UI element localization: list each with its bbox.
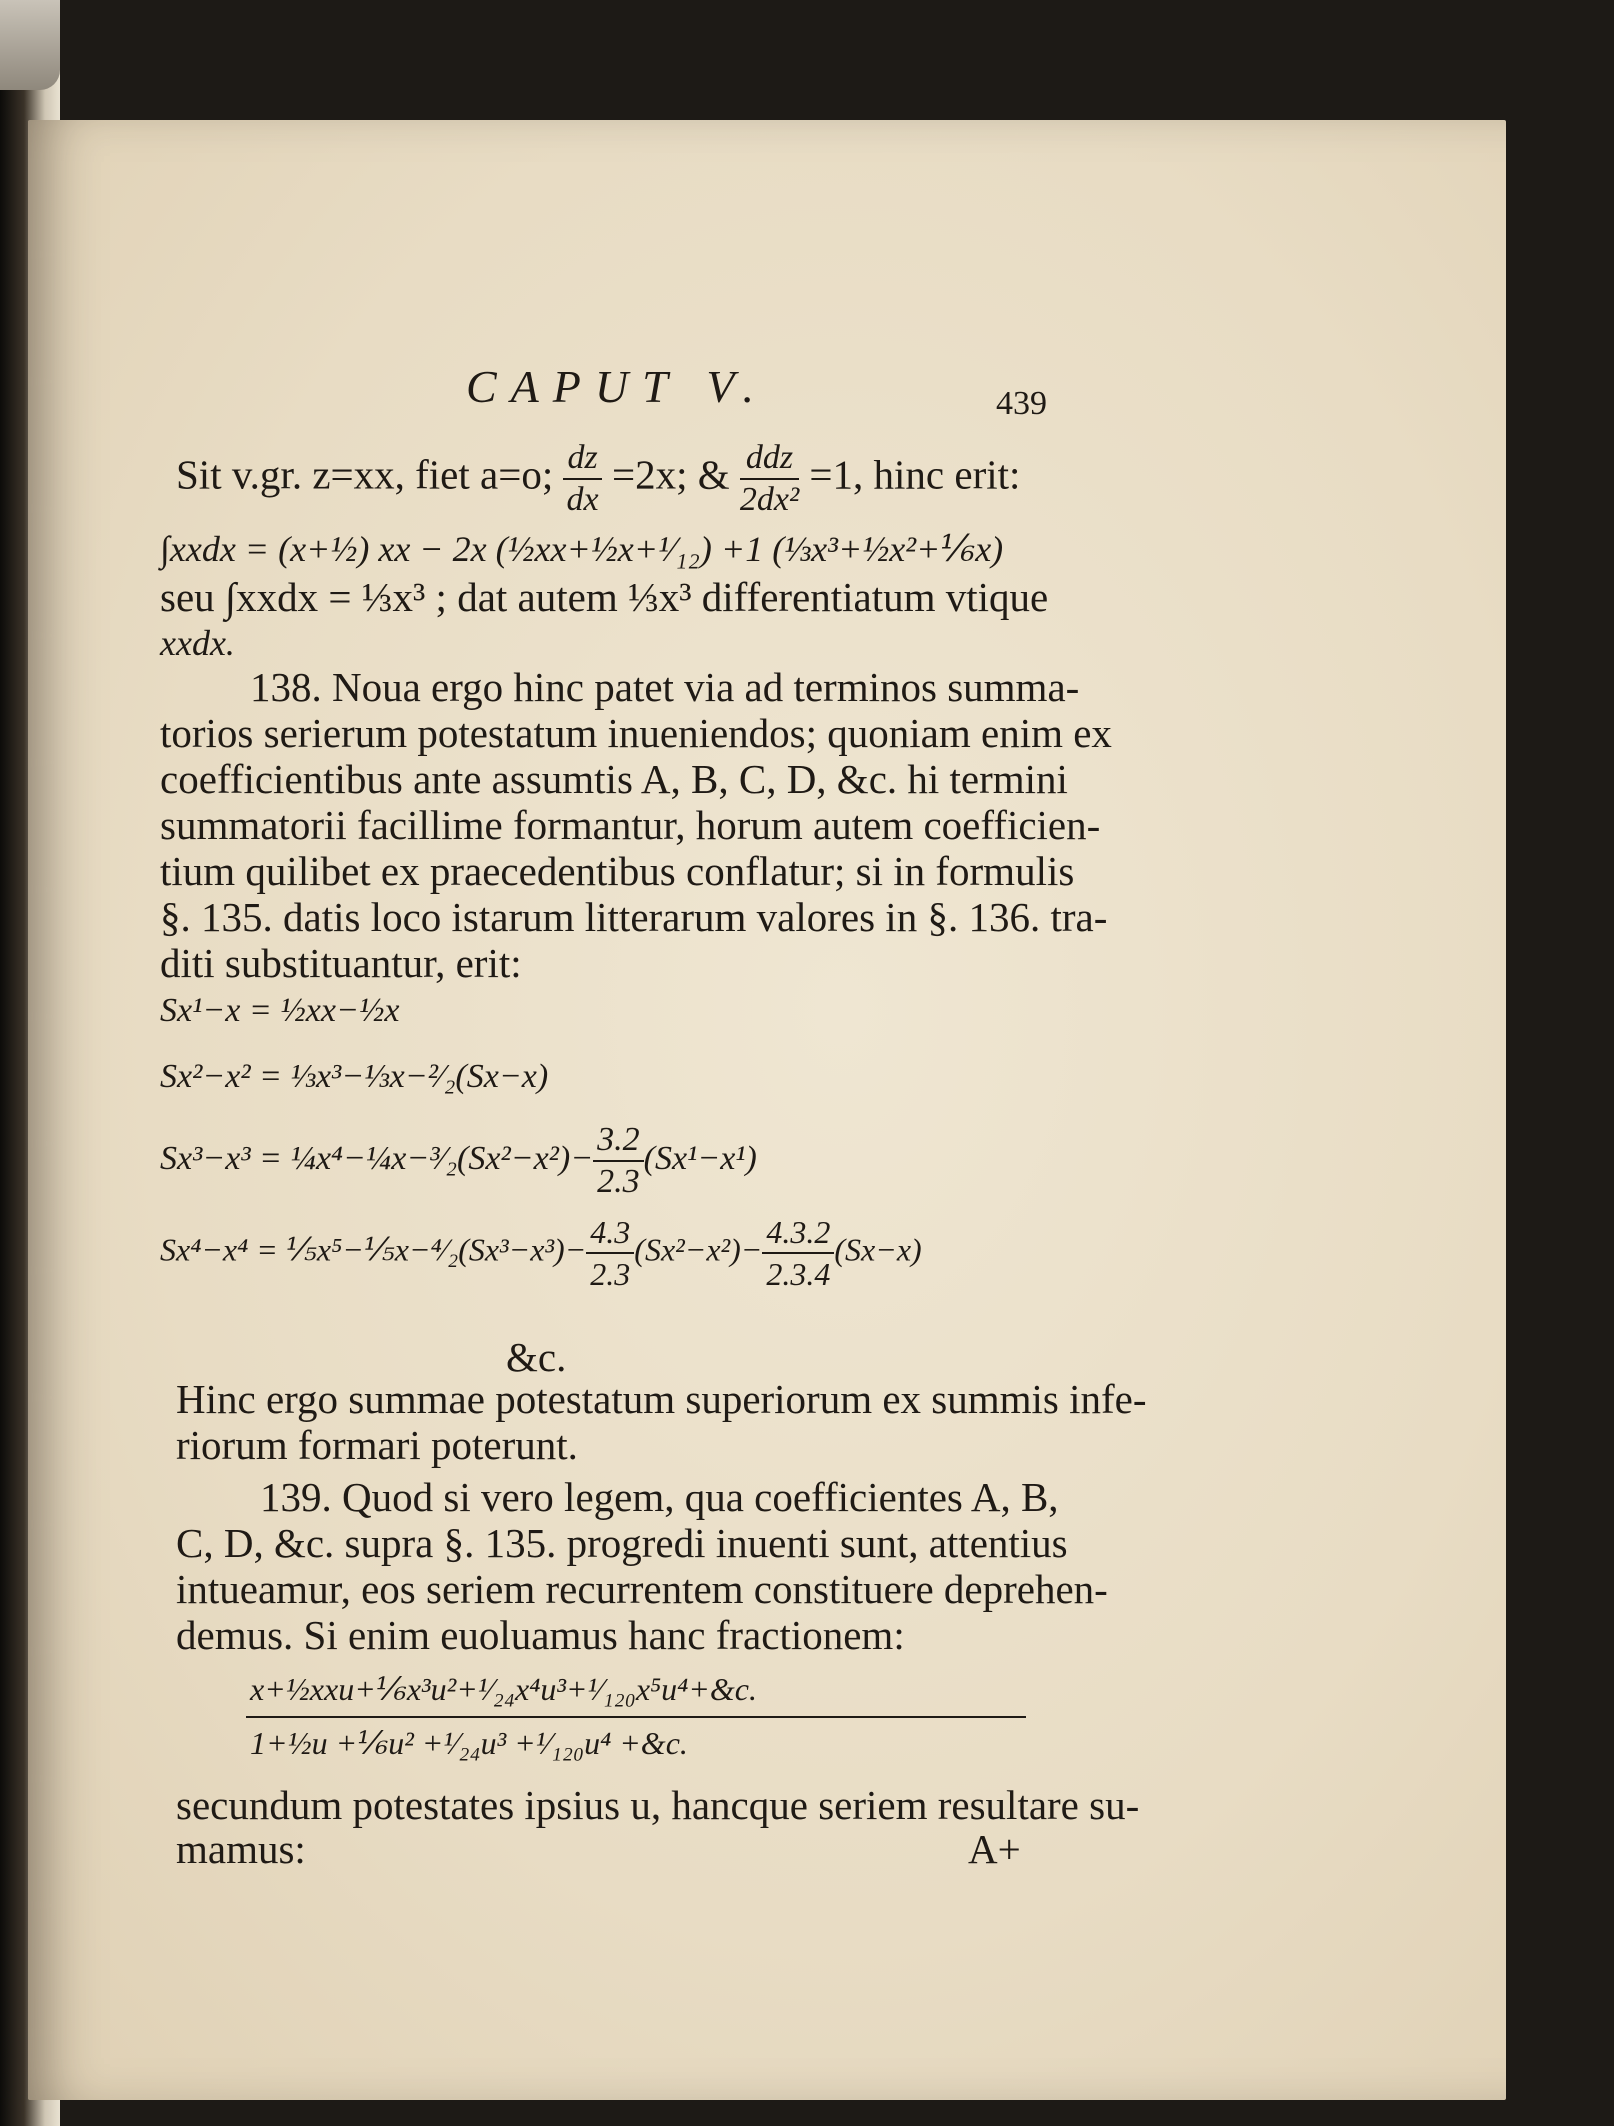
example-text-b: =2x; & [611,451,730,498]
equation-1: Sx¹−x = ½xx−½x [160,992,400,1029]
paragraph-139-line-4: demus. Si enim euoluamus hanc fractionem: [176,1612,905,1658]
paragraph-138-line-2: torios serierum potestatum inueniendos; quoniam enim ex [160,710,1112,756]
paragraph-138-line-3: coefficientibus ante assumtis A, B, C, D, &c. hi termini [160,756,1068,802]
series-numerator: x+½xxu+⅙x³u²+¹⁄₂₄x⁴u³+¹⁄₁₂₀x⁵u⁴+&c. [250,1671,757,1707]
fraction-dz-dx [563,438,601,520]
equation-4 [160,1212,922,1294]
series-fraction-bar [246,1716,1026,1718]
fraction-3-2-over-2-3 [593,1120,644,1202]
hinc-line-2: riorum formari poterunt. [176,1422,578,1468]
binding-clasp [0,0,60,90]
paragraph-138-line-7: diti substituantur, erit: [160,940,522,986]
example-text-c: =1, hinc erit: [809,451,1021,498]
example-text-a: Sit v.gr. z=xx, fiet a=o; [176,451,554,498]
equation-3 [160,1120,757,1202]
equation-4-c: (Sx−x) [834,1231,922,1268]
equation-3-a: Sx³−x³ = ¼x⁴−¼x−³⁄₂(Sx²−x²)− [160,1139,594,1177]
running-title: CAPUT V. [466,361,769,412]
equation-4-b: (Sx²−x²)− [634,1231,763,1268]
paragraph-139-line-1: 139. Quod si vero legem, qua coefficientes A, B, [260,1474,1059,1520]
series-denominator: 1+½u +⅙u² +¹⁄₂₄u³ +¹⁄₁₂₀u⁴ +&c. [250,1725,688,1761]
paragraph-139-line-2: C, D, &c. supra §. 135. progredi inuenti sunt, attentius [176,1520,1068,1566]
fraction-4-3-over-2-3 [586,1212,634,1294]
equation-4-a: Sx⁴−x⁴ = ⅕x⁵−⅕x−⁴⁄₂(Sx³−x³)− [160,1231,587,1268]
fraction-denominator: dx [566,481,599,518]
paragraph-138-line-4: summatorii facillime formantur, horum autem coefficien- [160,802,1101,848]
paragraph-138-line-1: 138. Noua ergo hinc patet via ad terminos summa- [250,664,1080,710]
fraction-denominator: 2.3 [590,1256,631,1292]
book-page [28,120,1506,2100]
last-line-2: mamus: [176,1826,306,1872]
seu-line: seu ∫xxdx = ⅓x³ ; dat autem ⅓x³ differentiatum vtique [160,574,1049,620]
paragraph-138-line-5: tium quilibet ex praecedentibus conflatur; si in formulis [160,848,1075,894]
last-line-1: secundum potestates ipsius u, hancque seriem resultare su- [176,1782,1140,1828]
page-number: 439 [996,385,1047,422]
catchword: A+ [968,1826,1021,1872]
equation-3-b: (Sx¹−x¹) [643,1139,757,1177]
fraction-numerator: ddz [740,438,799,480]
fraction-denominator: 2.3 [597,1163,640,1200]
hinc-line-1: Hinc ergo summae potestatum superiorum ex summis infe- [176,1376,1147,1422]
fraction-numerator: 4.3 [586,1212,634,1254]
example-line [176,438,1020,520]
fraction-ddz [740,438,799,520]
paragraph-138-line-6: §. 135. datis loco istarum litterarum valores in §. 136. tra- [160,894,1108,940]
paragraph-139-line-3: intueamur, eos seriem recurrentem constituere deprehen- [176,1566,1108,1612]
fraction-denominator: 2dx² [739,481,800,518]
integral-formula: ∫xxdx = (x+½) xx − 2x (½xx+½x+¹⁄₁₂) +1 (⅓x³+½x²+⅙x) [160,529,1004,569]
fraction-numerator: 3.2 [593,1120,644,1162]
xxdx-line: xxdx. [160,623,235,663]
fraction-numerator: dz [563,438,601,480]
fraction-numerator: 4.3.2 [762,1212,834,1254]
fraction-4-3-2-over-2-3-4 [762,1212,834,1294]
fraction-denominator: 2.3.4 [766,1256,831,1292]
equation-2: Sx²−x² = ⅓x³−⅓x−²⁄₂(Sx−x) [160,1058,549,1095]
etc-line: &c. [506,1334,567,1380]
